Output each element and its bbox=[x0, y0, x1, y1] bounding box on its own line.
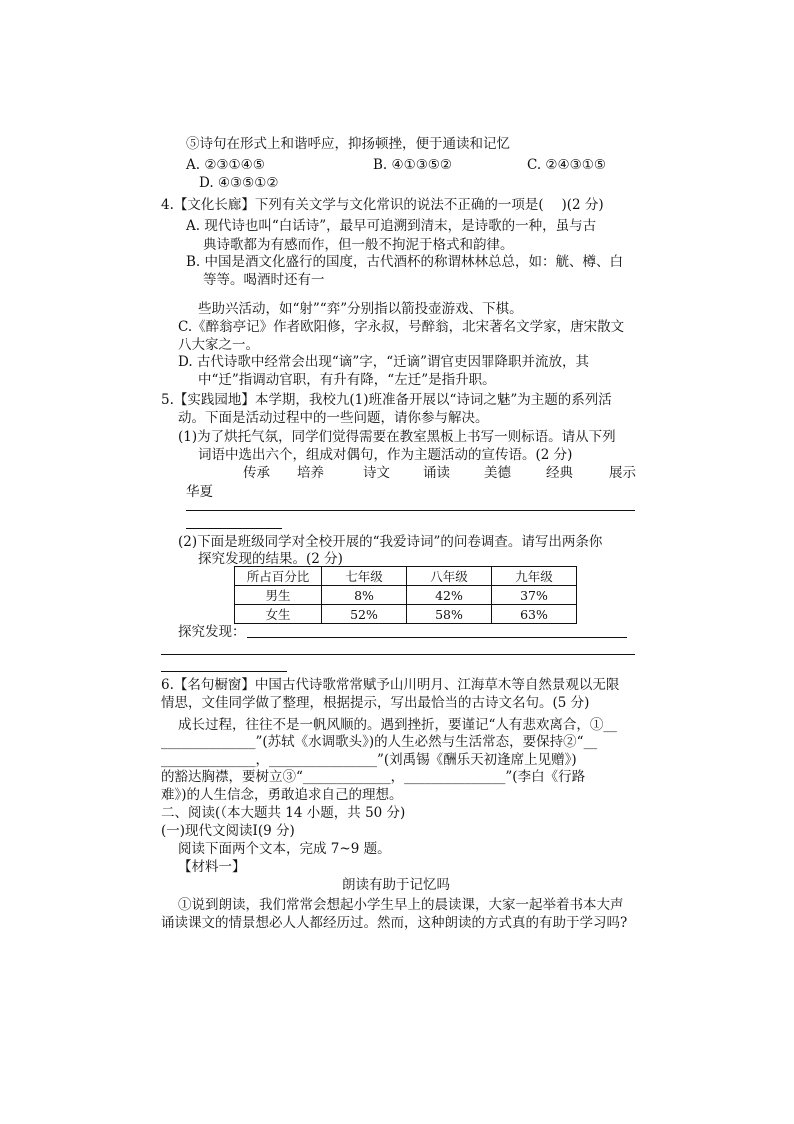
table-cell: 37% bbox=[492, 586, 577, 605]
table-cell: 42% bbox=[407, 586, 492, 605]
q5-stem-cont: 动。下面是活动过程中的一些问题，请你参与解决。 bbox=[178, 410, 489, 426]
q5-part1-cont: 词语中选出六个，组成对偶句，作为主题活动的宣传语。(2 分) bbox=[198, 447, 573, 463]
material-label: 【材料一】 bbox=[178, 859, 246, 875]
q5-word: 诵读 bbox=[423, 465, 450, 481]
q3-option-d: D. ④③⑤①② bbox=[199, 175, 279, 191]
answer-line[interactable] bbox=[161, 671, 287, 672]
article-title: 朗读有助于记忆吗 bbox=[342, 877, 450, 893]
section-subtitle: (一)现代文阅读Ⅰ(9 分) bbox=[161, 823, 295, 839]
q4-option-c-cont: 八大家之一。 bbox=[178, 337, 259, 353]
q6-line: ______________”(苏轼《水调歌头》)的人生必然与生活常态，要保持②“__ bbox=[161, 734, 598, 750]
table-header-cell: 八年级 bbox=[407, 567, 492, 586]
q3-option-b: B. ④①③⑤② bbox=[373, 157, 453, 173]
answer-line[interactable] bbox=[161, 654, 635, 655]
reading-instruction: 阅读下面两个文本，完成 7~9 题。 bbox=[178, 841, 391, 857]
q6-line: 的豁达胸襟，要树立③“_____________，_______________”(李白《行路 bbox=[161, 769, 586, 785]
q3-option-c: C. ②④③①⑤ bbox=[527, 157, 606, 173]
q5-part2-cont: 探究发现的结果。(2 分) bbox=[198, 551, 343, 567]
table-header-cell: 七年级 bbox=[322, 567, 407, 586]
table-cell: 男生 bbox=[235, 586, 322, 605]
q6-line: ______________，________________”(刘禹锡《酬乐天初逢席上见赠》) bbox=[161, 752, 577, 768]
q4-option-a: A. 现代诗也叫“白话诗”，最早可追溯到清末，是诗歌的一种，虽与古 bbox=[186, 218, 597, 234]
q5-word: 美德 bbox=[484, 465, 511, 481]
q5-word: 诗文 bbox=[363, 465, 390, 481]
q5-part1: (1)为了烘托气氛，同学们觉得需要在教室黑板上书写一则标语。请从下列 bbox=[178, 429, 616, 445]
q5-word: 经典 bbox=[546, 465, 573, 481]
q5-word: 华夏 bbox=[186, 484, 213, 500]
table-cell: 女生 bbox=[235, 605, 322, 624]
table-cell: 63% bbox=[492, 605, 577, 624]
q4-option-c: C.《醉翁亭记》作者欧阳修，字永叔，号醉翁，北宋著名文学家，唐宋散文 bbox=[178, 319, 625, 335]
answer-line[interactable] bbox=[247, 637, 627, 638]
table-row bbox=[235, 586, 577, 605]
q6-stem: 6.【名句橱窗】中国古代诗歌常常赋予山川明月、江海草木等自然景观以无限 bbox=[161, 677, 620, 693]
q4-option-d: D. 古代诗歌中经常会出现“谪”字，“迁谪”谓官吏因罪降职并流放，其 bbox=[178, 354, 590, 370]
table-cell: 52% bbox=[322, 605, 407, 624]
q5-word: 传承 bbox=[243, 465, 270, 481]
table-header-cell: 所占百分比 bbox=[235, 567, 322, 586]
table-cell: 8% bbox=[322, 586, 407, 605]
section-title: 二、阅读(（本大题共 14 小题，共 50 分) bbox=[161, 805, 406, 821]
finding-label: 探究发现： bbox=[178, 624, 246, 640]
q3-option-a: A. ②③①④⑤ bbox=[186, 157, 265, 173]
q5-word: 展示 bbox=[609, 465, 636, 481]
q5-stem: 5.【实践园地】本学期，我校九(1)班准备开展以“诗词之魅”为主题的系列活 bbox=[161, 392, 612, 408]
table-header-row bbox=[235, 567, 577, 586]
article-paragraph-cont: 诵读课文的情景想必人人都经历过。然而，这种朗读的方式真的有助于学习吗? bbox=[161, 915, 628, 931]
q4-option-d-cont: 中“迁”指调动官职，有升有降，“左迁”是指升职。 bbox=[198, 372, 496, 388]
q4-option-b: B. 中国是酒文化盛行的国度，古代酒杯的称谓林林总总，如：觥、樽、白 bbox=[186, 254, 624, 270]
q4-option-a-cont: 典诗歌都为有感而作，但一般不拘泥于格式和韵律。 bbox=[203, 237, 514, 253]
answer-line[interactable] bbox=[186, 528, 282, 529]
q3-item-5: ⑤诗句在形式上和谐呼应，抑扬顿挫，便于通读和记忆 bbox=[186, 136, 510, 152]
article-paragraph: ①说到朗读，我们常常会想起小学生早上的晨读课，大家一起举着书本大声 bbox=[178, 897, 624, 913]
survey-table bbox=[234, 566, 577, 624]
table-row bbox=[235, 605, 577, 624]
q5-part2: (2)下面是班级同学对全校开展的“我爱诗词”的问卷调查。请写出两条你 bbox=[178, 534, 603, 550]
q6-line: 难》)的人生信念，勇敢追求自己的理想。 bbox=[161, 787, 403, 803]
table-cell: 58% bbox=[407, 605, 492, 624]
q6-stem-cont: 情思，文佳同学做了整理，根据提示，写出最恰当的古诗文名句。(5 分) bbox=[161, 695, 590, 711]
answer-line[interactable] bbox=[186, 510, 635, 511]
q6-line: 成长过程，往往不是一帆风顺的。遇到挫折，要谨记“人有悲欢离合，①__ bbox=[178, 717, 617, 733]
q5-word: 培养 bbox=[297, 465, 324, 481]
q4-stem: 4.【文化长廊】下列有关文学与文化常识的说法不正确的一项是( )(2 分) bbox=[161, 197, 604, 213]
table-header-cell: 九年级 bbox=[492, 567, 577, 586]
q4-option-b-cont2: 些助兴活动，如“射”“弈”分别指以箭投壶游戏、下棋。 bbox=[198, 301, 523, 317]
q4-option-b-cont: 等等。喝酒时还有一 bbox=[203, 272, 325, 288]
